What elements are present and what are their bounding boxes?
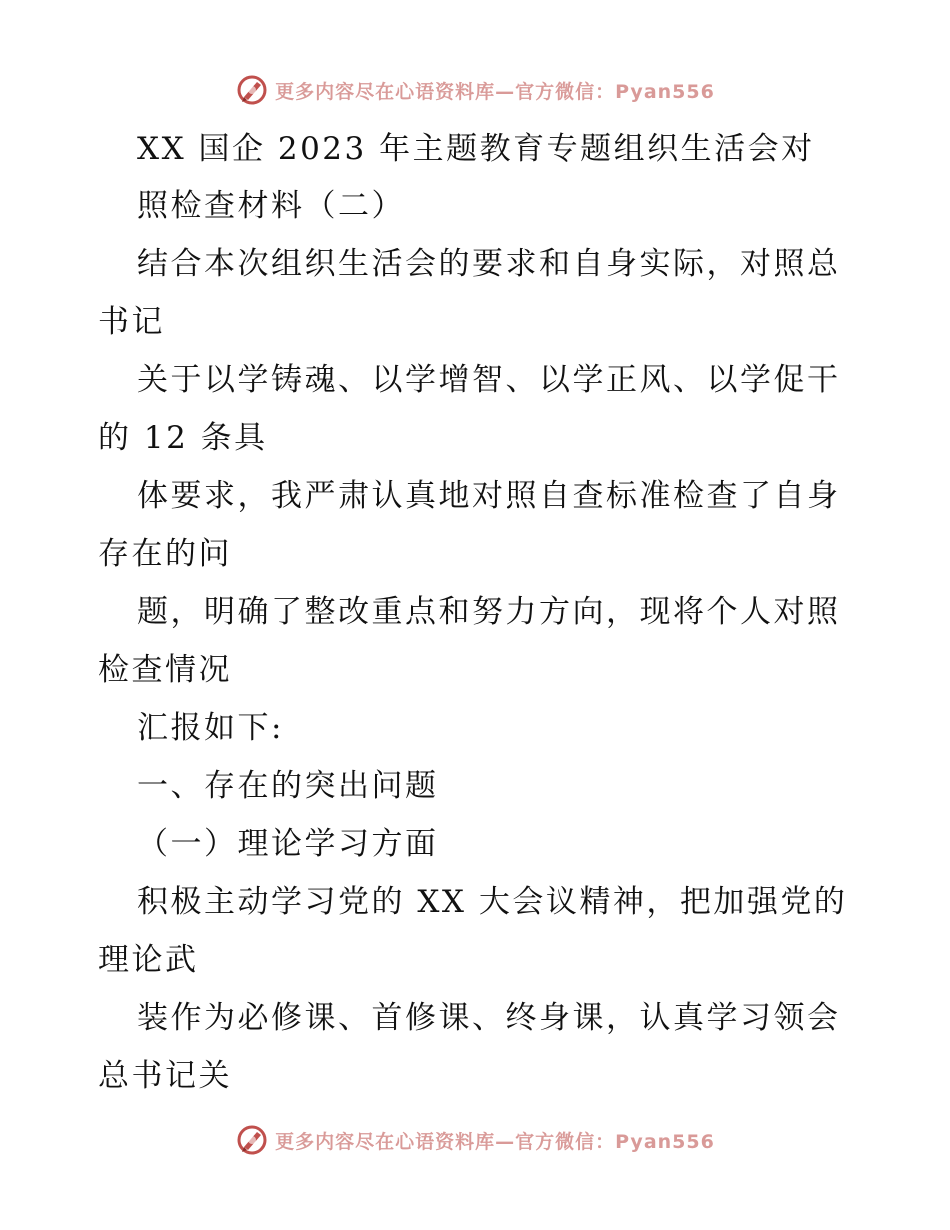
paragraph-line: 存在的问 <box>98 536 232 572</box>
paragraph-line: 书记 <box>98 304 165 340</box>
pen-logo-icon <box>235 73 269 107</box>
paragraph-line: 汇报如下: <box>137 710 284 746</box>
paragraph-line: 的 12 条具 <box>98 420 268 456</box>
watermark-text: 更多内容尽在心语资料库—官方微信：Pyan556 <box>275 80 715 103</box>
paragraph-line: 总书记关 <box>98 1058 232 1094</box>
paragraph-line: 题，明确了整改重点和努力方向，现将个人对照 <box>137 594 841 630</box>
paragraph-line: 检查情况 <box>98 652 232 688</box>
paragraph-line: 理论武 <box>98 942 199 978</box>
paragraph-line: 积极主动学习党的 XX 大会议精神，把加强党的 <box>137 884 848 920</box>
paragraph-line: 装作为必修课、首修课、终身课，认真学习领会 <box>137 1000 841 1036</box>
paragraph-line: 关于以学铸魂、以学增智、以学正风、以学促干 <box>137 362 841 398</box>
header-watermark <box>0 68 950 112</box>
footer-watermark <box>0 1118 950 1162</box>
paragraph-line: 结合本次组织生活会的要求和自身实际，对照总 <box>137 246 841 282</box>
watermark-text: 更多内容尽在心语资料库—官方微信：Pyan556 <box>275 1130 715 1153</box>
title-line-2: 照检查材料（二） <box>137 188 405 224</box>
title-line-1: XX 国企 2023 年主题教育专题组织生活会对 <box>137 131 815 167</box>
section-heading: 一、存在的突出问题 <box>137 768 439 804</box>
pen-logo-icon <box>235 1123 269 1157</box>
subsection-heading: （一）理论学习方面 <box>137 826 439 862</box>
paragraph-line: 体要求，我严肃认真地对照自查标准检查了自身 <box>137 478 841 514</box>
